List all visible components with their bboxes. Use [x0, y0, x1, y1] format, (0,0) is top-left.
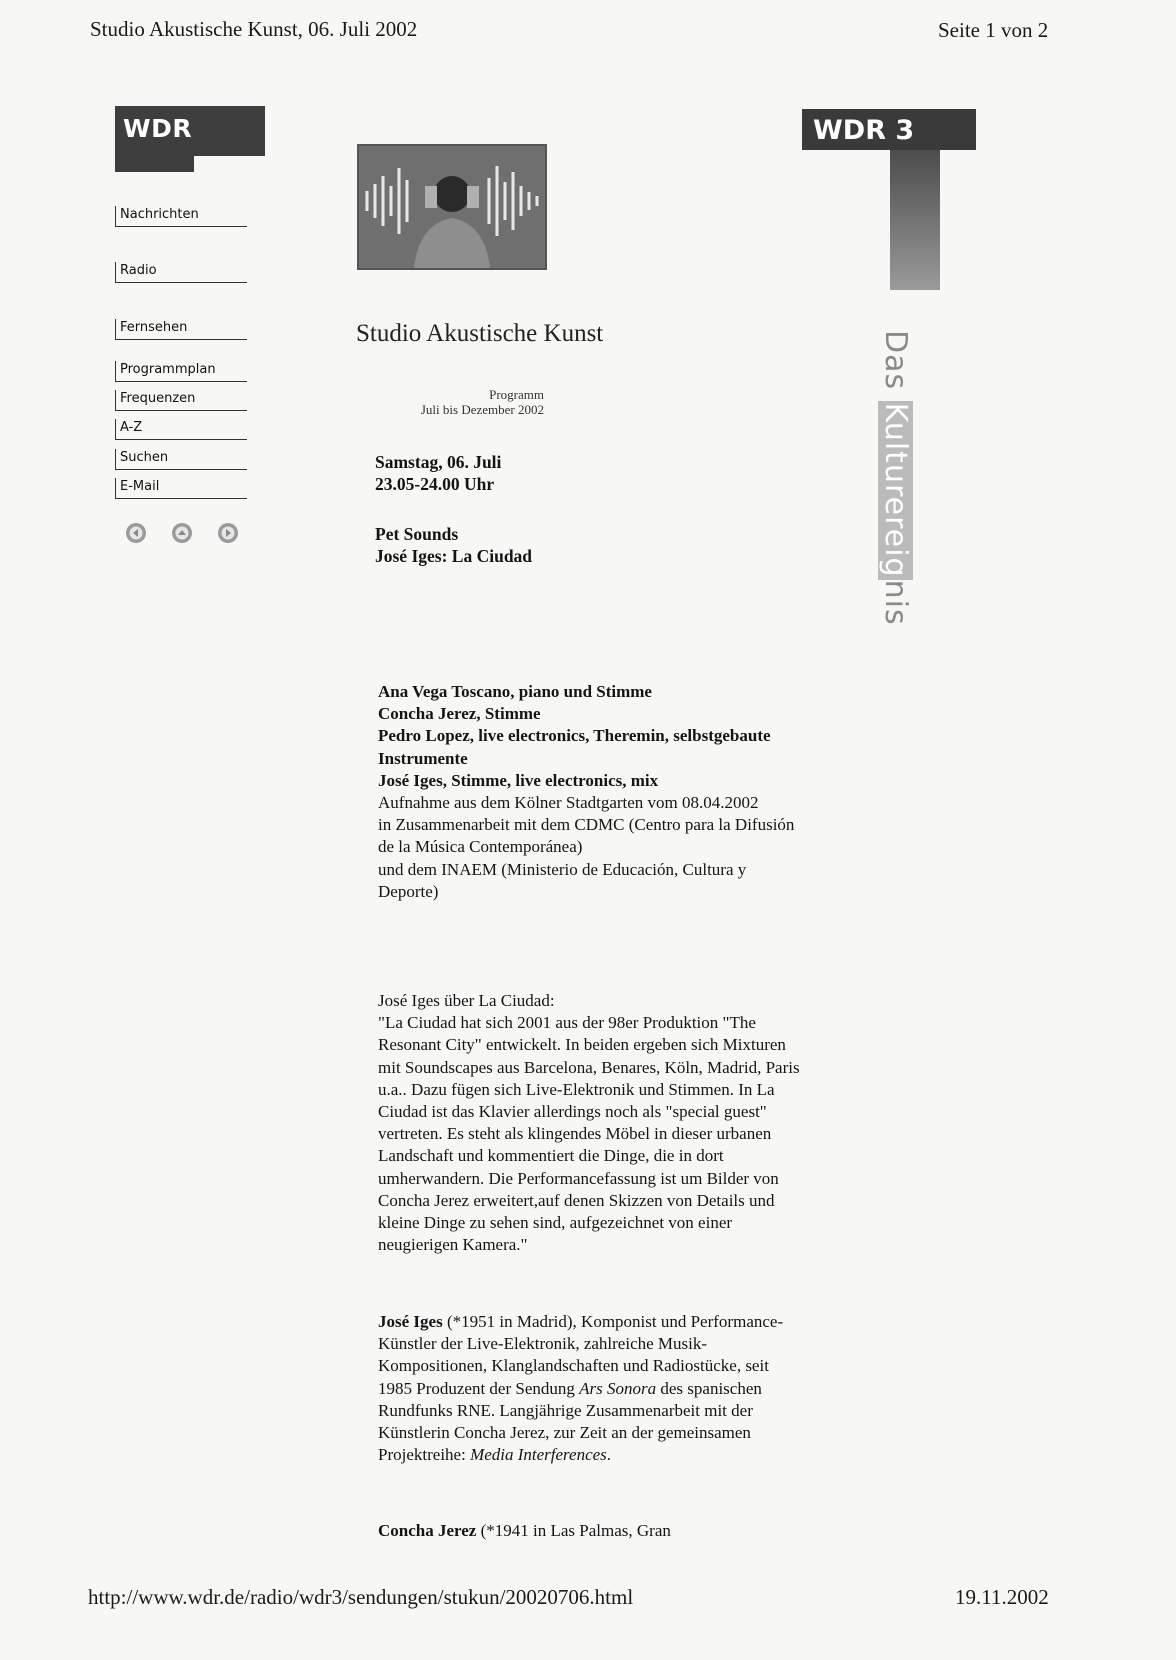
performer-2: Concha Jerez, Stimme [378, 704, 541, 724]
wdr-logo[interactable] [115, 106, 265, 172]
wdr-logo-text: WDR [123, 114, 193, 143]
nav-item-a-z[interactable]: A-Z [115, 419, 247, 440]
program-line-1: Programm [489, 387, 544, 402]
bio2-name: Concha Jerez [378, 1521, 477, 1540]
up-icon[interactable] [172, 523, 192, 543]
print-footer-date: 19.11.2002 [955, 1585, 1049, 1609]
series-title: Pet Sounds [375, 524, 459, 544]
forward-icon[interactable] [218, 523, 238, 543]
broadcast-time: 23.05-24.00 Uhr [375, 474, 495, 494]
program-label [394, 387, 544, 417]
nav-item-nachrichten[interactable]: Nachrichten [115, 206, 247, 227]
bio-project: Media Interferences [470, 1445, 607, 1465]
program-line-2: Juli bis Dezember 2002 [420, 402, 544, 417]
cooperation-2: und dem INAEM (Ministerio de Educación, Cultura y Deporte) [378, 859, 747, 901]
print-header-page: Seite 1 von 2 [938, 18, 1049, 42]
bio-text-b: des spanischen Rundfunks RNE. Langjährige Zusammenarbeit mit der Künstlerin Concha Jerez, zur Zeit an der gemeinsamen Projektreihe: [378, 1378, 762, 1465]
wdr3-logo-text: WDR 3 [813, 115, 915, 146]
wdr3-slogan-post: nis [878, 579, 913, 626]
bio-jose-iges [378, 1311, 803, 1466]
performer-3: Pedro Lopez, live electronics, Theremin, selbstgebaute Instrumente [378, 726, 771, 768]
performer-1: Ana Vega Toscano, piano und Stimme [378, 682, 652, 701]
wdr3-logo[interactable] [802, 109, 976, 299]
nav-item-fernsehen[interactable]: Fernsehen [115, 319, 247, 340]
bio-name: José Iges [378, 1312, 443, 1331]
broadcast-date: Samstag, 06. Juli [375, 452, 502, 472]
cooperation-1: in Zusammenarbeit mit dem CDMC (Centro para la Difusión de la Música Contemporánea) [378, 815, 795, 857]
performer-4: José Iges, Stimme, live electronics, mix [378, 770, 659, 790]
work-title: José Iges: La Ciudad [375, 546, 533, 566]
wdr3-slogan-highlight: Kulturereig [878, 402, 913, 578]
nav-item-radio[interactable]: Radio [115, 262, 247, 283]
print-footer-url: http://www.wdr.de/radio/wdr3/sendungen/stukun/20020706.html [88, 1585, 634, 1609]
page-title: Studio Akustische Kunst [356, 320, 604, 347]
quote-block [378, 990, 803, 1256]
wdr3-slogan [873, 330, 913, 626]
bio2-text: (*1941 in Las Palmas, Gran [476, 1521, 671, 1540]
print-header-title: Studio Akustische Kunst, 06. Juli 2002 [90, 17, 418, 41]
wdr3-slogan-pre: Das [878, 330, 913, 401]
bio-show: Ars Sonora [579, 1378, 657, 1398]
bio-end: . [606, 1445, 612, 1465]
credits-block [378, 681, 803, 903]
bio-concha-jerez [378, 1520, 808, 1542]
nav-item-programmplan[interactable]: Programmplan [115, 361, 247, 382]
nav-item-suchen[interactable]: Suchen [115, 449, 247, 470]
nav-item-frequenzen[interactable]: Frequenzen [115, 390, 247, 411]
quote-text: "La Ciudad hat sich 2001 aus der 98er Produktion "The Resonant City" entwickelt. In beiden ergeben sich Mixturen mit Soundscapes aus Barcelona, Benares, Köln, Madrid, Paris u.a.. Dazu fügen sich Live-Elektronik und Stimmen. In La Ciudad ist das Klavier allerdings noch als "special guest" vertreten. Es steht als klingendes Möbel in dieser urbanen Landschaft und kommentiert die Dinge, die in dort umherwandern. Die Performancefassung ist um Bilder von Concha Jerez erweitert,auf denen Skizzen von Details und kleine Dinge zu sehen sind, aufgezeichnet von einer neugierigen Kamera." [378, 1013, 800, 1255]
bio-text-a: (*1951 in Madrid), Komponist und Performance-Künstler der Live-Elektronik, zahlreiche Musik-Kompositionen, Klanglandschaften und Radiostücke, seit 1985 Produzent der Sendung [378, 1312, 784, 1398]
nav-item-email[interactable]: E-Mail [115, 478, 247, 499]
recording-info: Aufnahme aus dem Kölner Stadtgarten vom 08.04.2002 [378, 793, 759, 813]
back-icon[interactable] [126, 523, 146, 543]
header-image [357, 144, 547, 270]
quote-intro: José Iges über La Ciudad: [378, 991, 555, 1010]
